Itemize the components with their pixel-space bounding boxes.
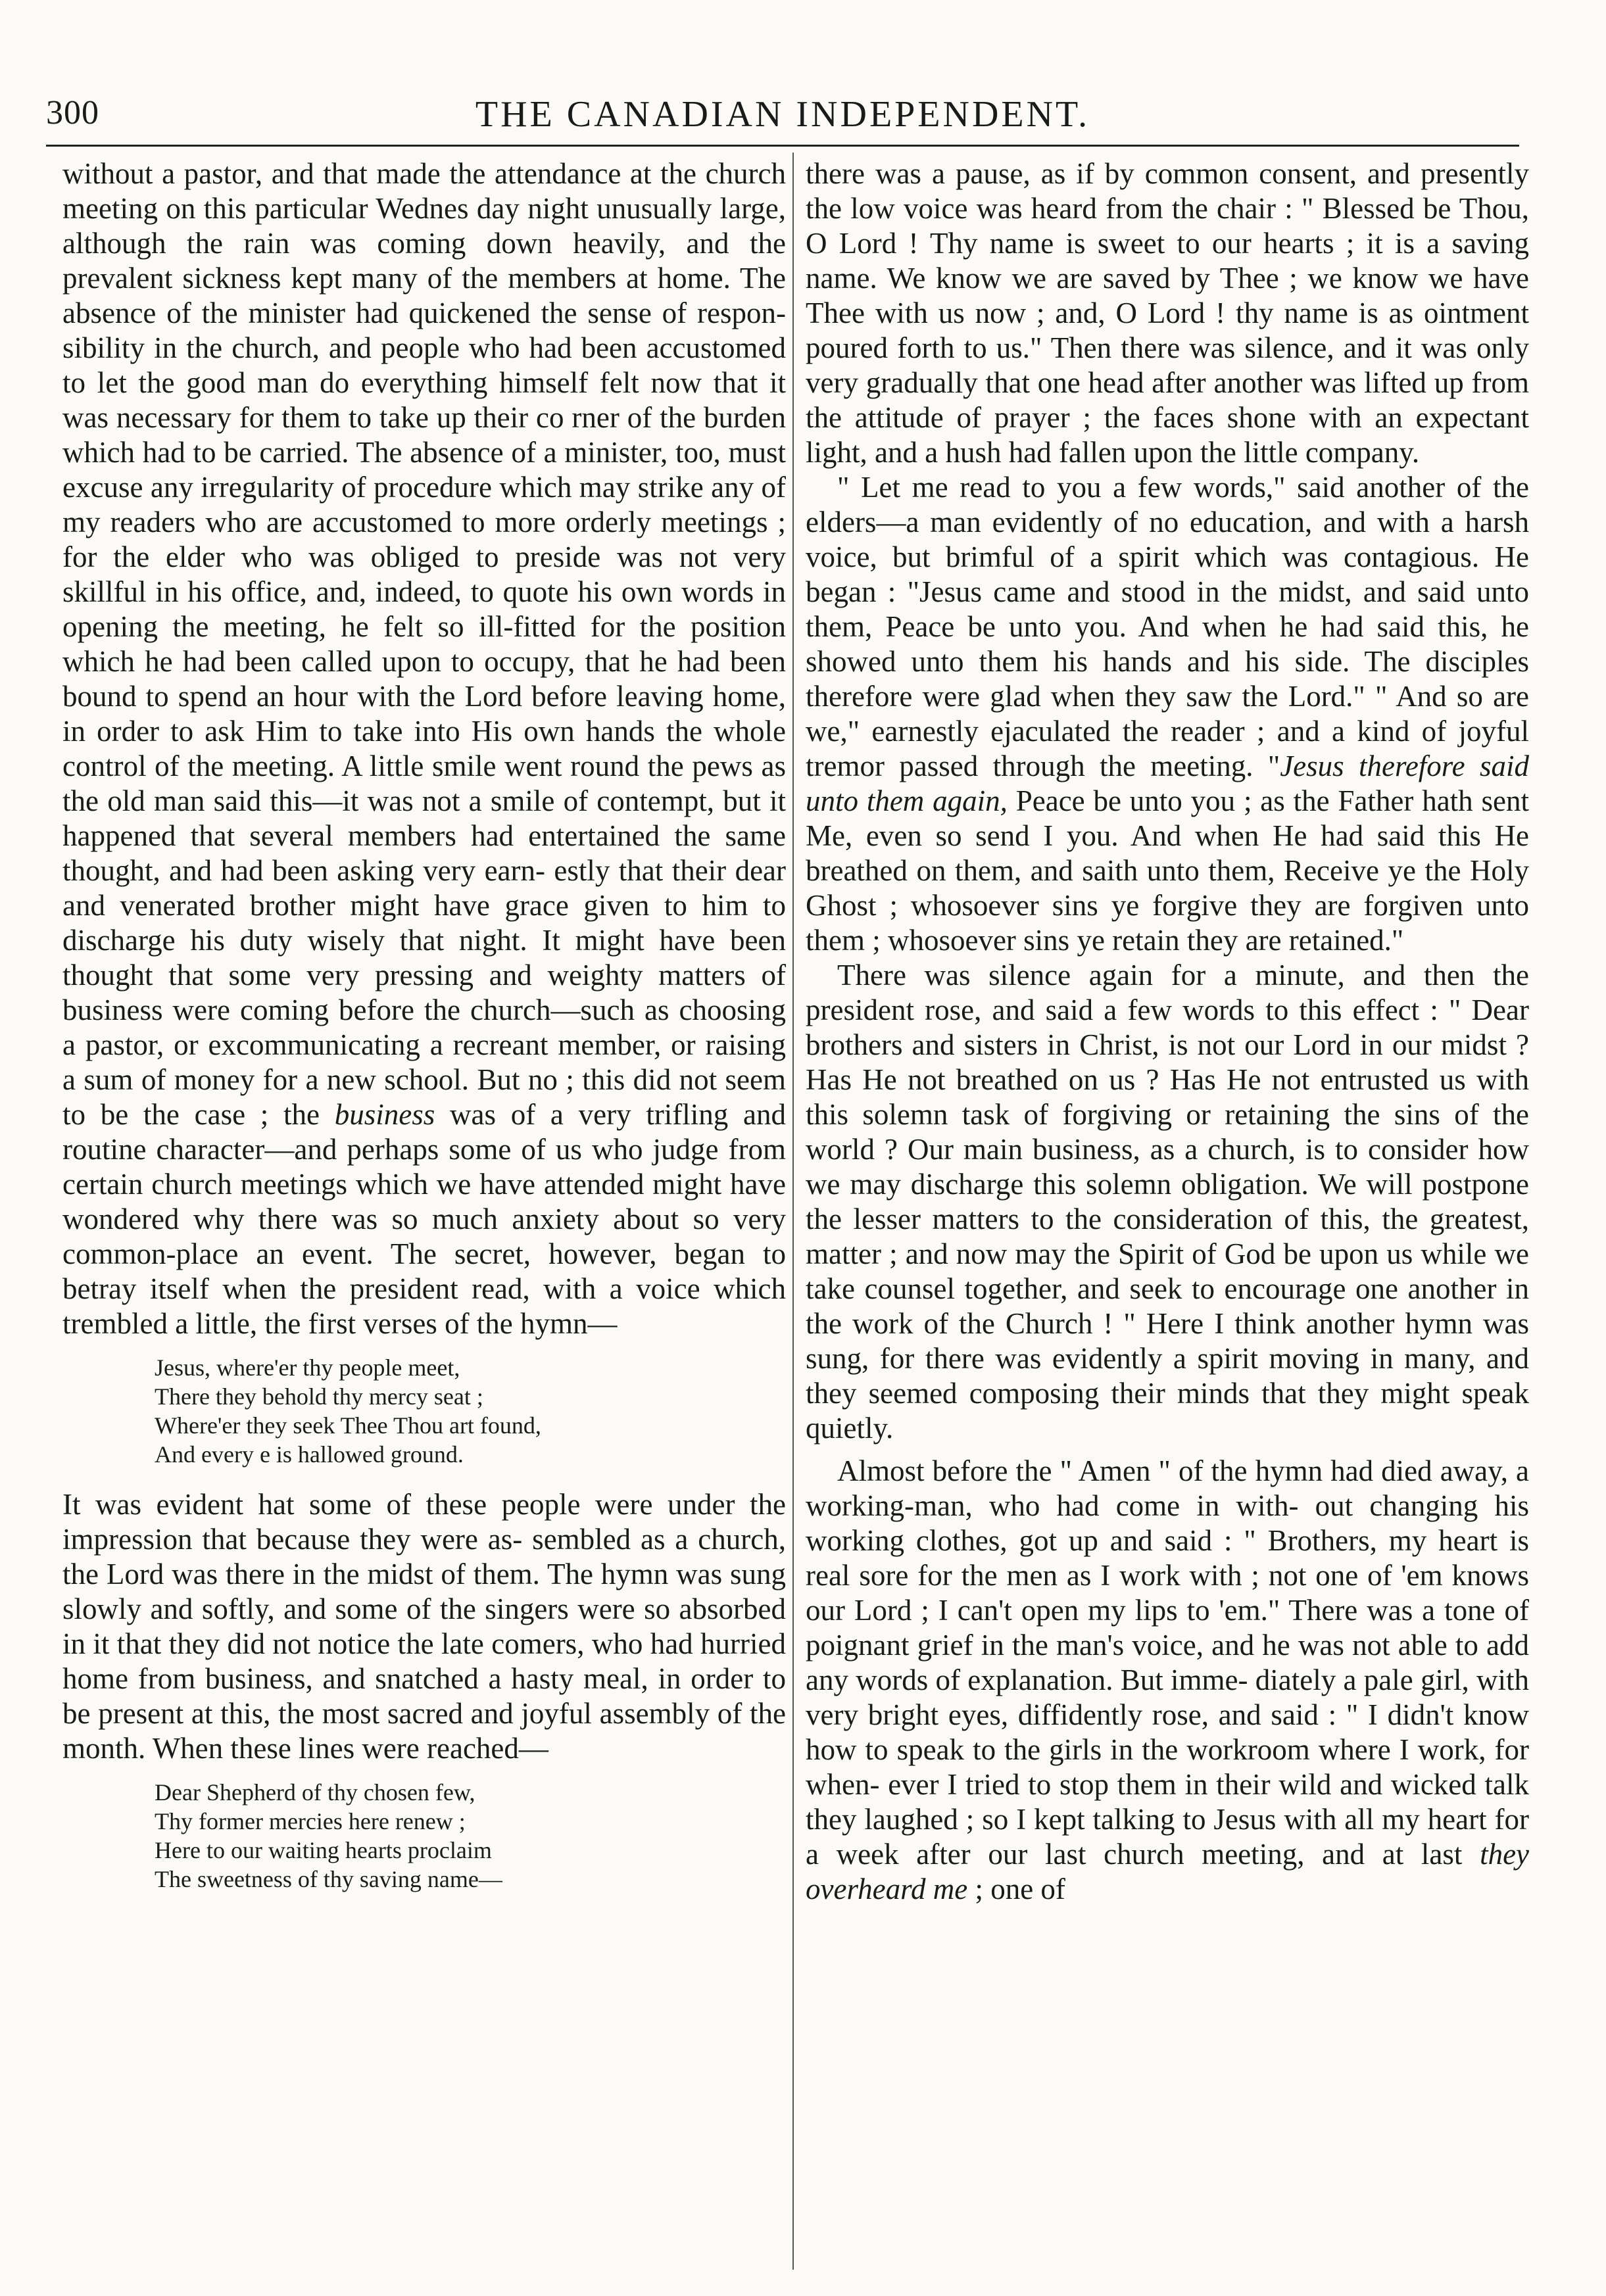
poem-line: There they behold thy mercy seat ; [155, 1383, 483, 1410]
right-column [806, 156, 1529, 1907]
page-number: 300 [46, 94, 99, 132]
right-paragraph-1: there was a pause, as if by common consent, and presently the low voice was heard from the chair : " Blessed be Thou, O Lord ! Thy name is sweet to our hearts ; it is a saving name. We know we are saved by Thee ; we know we have Thee with us now ; and, O Lord ! thy name is as ointment poured forth to us." Then there was silence, and it was only very gradually that one head after another was lifted up from the attitude of prayer ; the faces shone with an expectant light, and a hush had fallen upon the little company. [806, 157, 1529, 469]
hymn-verse-2 [155, 1778, 786, 1894]
right-paragraph-4-end: ; one of [975, 1873, 1065, 1905]
left-paragraph-1-text: without a pastor, and that made the attendance at the church meeting on this particular Wednes day night unusually large, although the rain was coming down heavily, and the prevalent sickness kept many of the members at home. The absence of the minister had quickened the sense of respon- sibility in the church, and people who had been accustomed to let the good man do everything himself felt now that it was necessary for them to take up their co rner of the burden which had to be carried. The absence of a minister, too, must excuse any irregularity of procedure which may strike any of my readers who are accustomed to more orderly meetings ; for the elder who was obliged to preside was not very skillful in his office, and, indeed, to quote his own words in opening the meeting, he felt so ill-fitted for the position which he had been called upon to occupy, that he had been bound to spend an hour with the Lord before leaving home, in order to ask Him to take into His own hands the whole control of the meeting. A little smile went round the pews as the old man said this—it was not a smile of contempt, but it happened that several members had entertained the same thought, and had been asking very earn- estly that their dear and venerated brother might have grace given to him to discharge his duty wisely that night. It might have been thought that some very pressing and weighty matters of business were coming before the church—such as choosing a pastor, or excommunicating a recreant member, or raising a sum of money for a new school. But no ; this did not seem to be the case ; the [62, 157, 786, 1131]
left-paragraph-1 [62, 156, 786, 1341]
right-paragraph-2-text: " Let me read to you a few words," said another of the elders—a man evidently of no education, and with a harsh voice, but brimful of a spirit which was contagious. He began : "Jesus came and stood in the midst, and said unto them, Peace be unto you. And when he had said this, he showed unto them his hands and his side. The disciples therefore were glad when they saw the Lord." " And so are we," earnestly ejaculated the reader ; and a kind of joyful tremor passed through the meeting. " [806, 471, 1529, 782]
poem-line: The sweetness of thy saving name— [155, 1866, 502, 1892]
left-paragraph-2: It was evident hat some of these people were under the impression that because they were as- sembled as a church, the Lord was there in the midst of them. The hymn was sung slowly and softly, and some of the singers were so absorbed in it that they did not notice the late comers, who had hurried home from business, and snatched a hasty meal, in order to be present at this, the most sacred and joyful assembly of the month. When these lines were reached— [62, 1488, 786, 1765]
poem-line: Thy former mercies here renew ; [155, 1808, 466, 1834]
right-paragraph-3: There was silence again for a minute, and then the president rose, and said a few words to this effect : " Dear brothers and sisters in Christ, is not our Lord in our midst ? Has He not breathed on us ? Has He not entrusted us with this solemn task of forgiving or retaining the sins of the world ? Our main business, as a church, is to consider how we may discharge this solemn obligation. We will postpone the lesser matters to the consideration of this, the greatest, matter ; and now may the Spirit of God be upon us while we take counsel together, and seek to encourage one another in the work of the Church ! " Here I think another hymn was sung, for there was evidently a spirit moving in many, and they seemed composing their minds that they might speak quietly. [806, 959, 1529, 1445]
italic-business: business [334, 1098, 435, 1131]
hymn-verse-1 [155, 1353, 786, 1469]
left-paragraph-1-continued: was of a very trifling and routine character—and perhaps some of us who judge from certain church meetings which we have attended might have wondered why there was so much anxiety about so very common-place an event. The secret, however, began to betray itself when the president read, with a voice which trembled a little, the first verses of the hymn— [62, 1098, 786, 1340]
poem-line: Jesus, where'er thy people meet, [155, 1354, 460, 1381]
italic-overheard: they overheard me [806, 1838, 1530, 1905]
right-paragraph-4-text: Almost before the " Amen " of the hymn had died away, a working-man, who had come in with- out changing his working clothes, got up and said : " Brothers, my heart is real sore for the men as I work with ; not one of 'em knows our Lord ; I can't open my lips to 'em." There was a tone of poignant grief in the man's voice, and he was not able to add any words of explanation. But imme- diately a pale girl, with very bright eyes, diffidently rose, and said : " I didn't know how to speak to the girls in the workroom where I work, for when- ever I tried to stop them in their wild and wicked talk they laughed ; so I kept talking to Jesus with all my heart for a week after our last church meeting, and at last [806, 1454, 1529, 1871]
poem-line: Here to our waiting hearts proclaim [155, 1837, 492, 1863]
poem-line: Where'er they seek Thee Thou art found, [155, 1412, 541, 1439]
page-header [46, 93, 1519, 146]
left-column [62, 156, 786, 1912]
right-paragraph-4 [806, 1454, 1529, 1907]
poem-line: Dear Shepherd of thy chosen few, [155, 1779, 475, 1806]
running-title: THE CANADIAN INDEPENDENT. [475, 94, 1090, 135]
header-rule [46, 145, 1519, 147]
italic-quote: Jesus therefore said unto them again, [806, 750, 1529, 817]
column-divider [792, 153, 794, 2270]
poem-line: And every e is hallowed ground. [155, 1441, 464, 1468]
right-paragraph-2-continued: Peace be unto you ; as the Father hath sent Me, even so send I you. And when He had said this He breathed on them, and saith unto them, Receive ye the Holy Ghost ; whosoever sins ye forgive they are forgiven unto them ; whosoever sins ye retain they are retained." [806, 784, 1529, 957]
right-paragraph-2 [806, 470, 1529, 958]
